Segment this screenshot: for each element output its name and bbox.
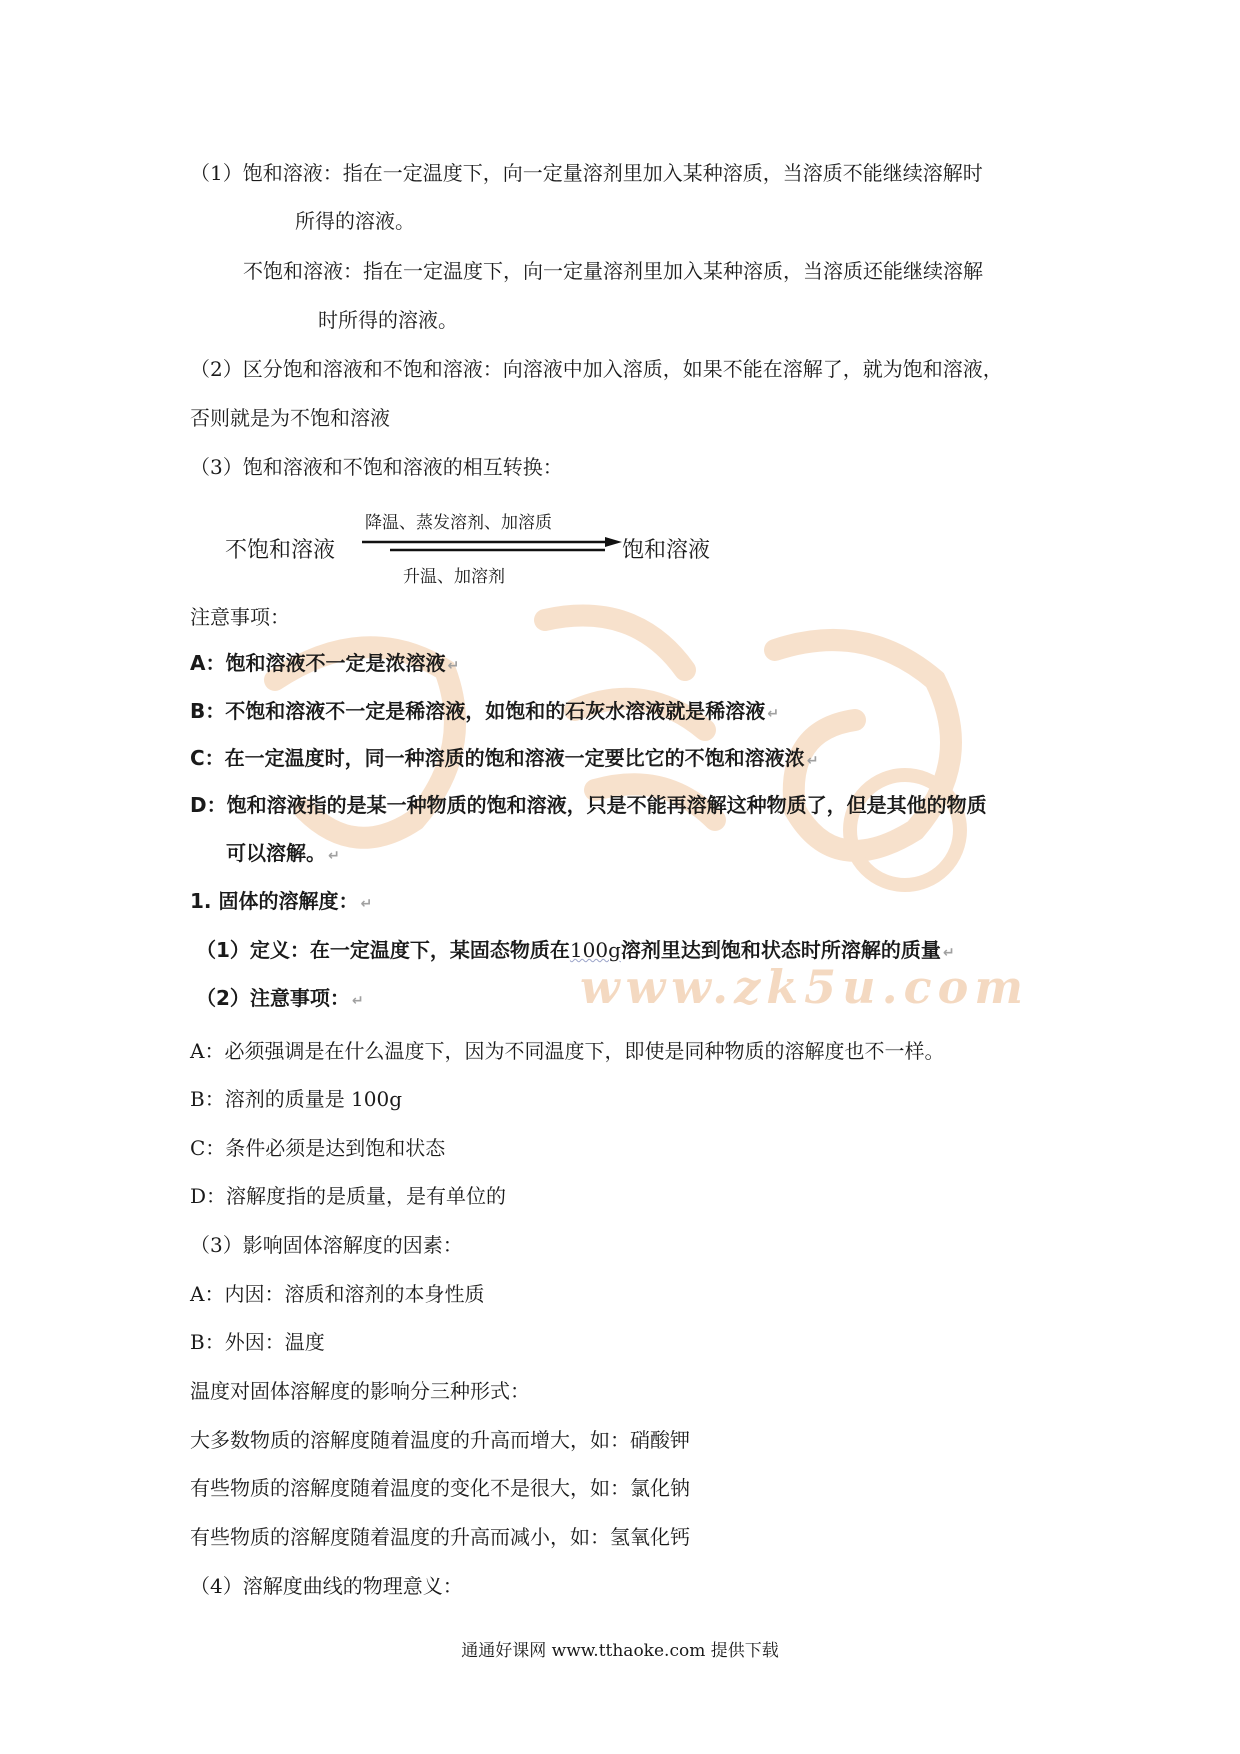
note-c: C：在一定温度时，同一种溶质的饱和溶液一定要比它的不饱和溶液浓 ↵	[190, 746, 819, 770]
solubility-note-d: D：溶解度指的是质量，是有单位的	[190, 1184, 507, 1208]
note-d-line-1: D：饱和溶液指的是某一种物质的饱和溶液，只是不能再溶解这种物质了，但是其他的物质	[190, 793, 987, 817]
solubility-definition: （1）定义：在一定温度下，某固态物质在100g溶剂里达到饱和状态时所溶解的质量 ↵	[196, 938, 955, 962]
reverse-condition-label: 升温、加溶剂	[403, 567, 505, 587]
factor-internal: A：内因：溶质和溶剂的本身性质	[190, 1282, 485, 1306]
note-a: A：饱和溶液不一定是浓溶液 ↵	[190, 651, 460, 675]
reversible-arrow-icon	[360, 536, 630, 556]
saturated-node: 饱和溶液	[622, 538, 711, 563]
distinguish-line-2: 否则就是为不饱和溶液	[190, 406, 390, 430]
curve-heading: （4）溶解度曲线的物理意义：	[190, 1574, 463, 1598]
saturated-definition-line-1: （1）饱和溶液：指在一定温度下，向一定量溶剂里加入某种溶质，当溶质不能继续溶解时	[190, 161, 983, 185]
temperature-effect-3: 有些物质的溶解度随着温度的升高而减小，如：氢氧化钙	[190, 1525, 690, 1549]
conversion-heading: （3）饱和溶液和不饱和溶液的相互转换：	[190, 455, 563, 479]
note-b: B：不饱和溶液不一定是稀溶液，如饱和的石灰水溶液就是稀溶液 ↵	[190, 699, 779, 723]
factors-heading: （3）影响固体溶解度的因素：	[190, 1233, 463, 1257]
note-d-line-2: 可以溶解。 ↵	[226, 841, 340, 865]
solubility-heading: 1. 固体的溶解度： ↵	[190, 889, 373, 913]
factor-external: B：外因：温度	[190, 1330, 325, 1354]
unsaturated-definition-line-1: 不饱和溶液：指在一定温度下，向一定量溶剂里加入某种溶质，当溶质还能继续溶解	[243, 259, 983, 283]
temperature-effect-2: 有些物质的溶解度随着温度的变化不是很大，如：氯化钠	[190, 1476, 690, 1500]
solubility-note-a: A：必须强调是在什么温度下，因为不同温度下，即使是同种物质的溶解度也不一样。	[190, 1039, 945, 1063]
temperature-effect-intro: 温度对固体溶解度的影响分三种形式：	[190, 1379, 530, 1403]
page-footer: 通通好课网 www.tthaoke.com 提供下载	[461, 1641, 779, 1661]
watermark-url: www.zk5u.com	[580, 960, 1030, 1014]
unsaturated-node: 不饱和溶液	[225, 538, 336, 563]
unsaturated-definition-line-2: 时所得的溶液。	[318, 308, 458, 332]
forward-condition-label: 降温、蒸发溶剂、加溶质	[365, 513, 552, 533]
distinguish-line-1: （2）区分饱和溶液和不饱和溶液：向溶液中加入溶质，如果不能在溶解了，就为饱和溶液，	[190, 357, 1003, 381]
notes-heading: 注意事项：	[190, 605, 290, 629]
temperature-effect-1: 大多数物质的溶解度随着温度的升高而增大，如：硝酸钾	[190, 1428, 690, 1452]
conversion-diagram	[220, 508, 740, 588]
saturated-definition-line-2: 所得的溶液。	[295, 209, 415, 233]
solubility-note-b: B：溶剂的质量是 100g	[190, 1087, 403, 1111]
solubility-notes-heading: （2）注意事项： ↵	[196, 986, 364, 1010]
solubility-note-c: C：条件必须是达到饱和状态	[190, 1136, 446, 1160]
